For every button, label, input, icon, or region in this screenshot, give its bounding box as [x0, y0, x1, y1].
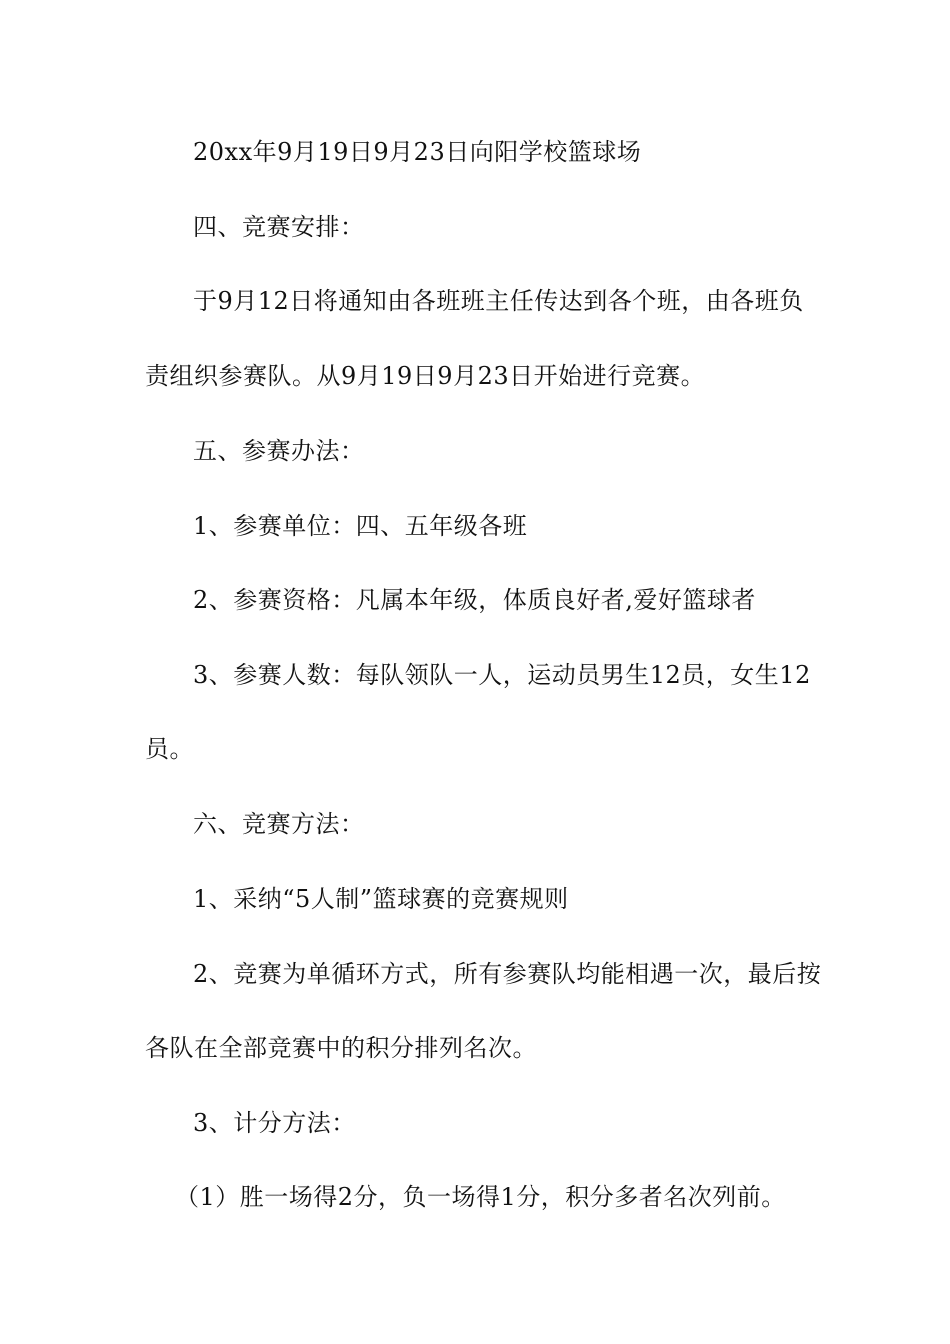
paragraph-notice-line-1: 于9月12日将通知由各班班主任传达到各个班，由各班负 [193, 287, 804, 315]
scoring-rule-item: （1）胜一场得2分，负一场得1分，积分多者名次列前。 [175, 1183, 786, 1211]
section-heading-competition-arrangement: 四、竞赛安排： [193, 213, 365, 241]
participation-number-item-line-2: 员。 [145, 735, 194, 763]
section-heading-participation-method: 五、参赛办法： [193, 437, 365, 465]
participation-number-item-line-1: 3、参赛人数：每队领队一人，运动员男生12员，女生12 [193, 661, 811, 689]
venue-date-line: 20xx年9月19日9月23日向阳学校篮球场 [193, 138, 642, 166]
participation-eligibility-item: 2、参赛资格：凡属本年级，体质良好者,爱好篮球者 [193, 586, 756, 614]
round-robin-item-line-2: 各队在全部竞赛中的积分排列名次。 [145, 1034, 537, 1062]
section-heading-competition-method: 六、竞赛方法： [193, 810, 365, 838]
scoring-method-heading: 3、计分方法： [193, 1109, 356, 1137]
competition-rule-item: 1、采纳“5人制”篮球赛的竞赛规则 [193, 885, 569, 913]
participation-unit-item: 1、参赛单位：四、五年级各班 [193, 512, 528, 540]
round-robin-item-line-1: 2、竞赛为单循环方式，所有参赛队均能相遇一次，最后按 [193, 960, 822, 988]
paragraph-notice-line-2: 责组织参赛队。从9月19日9月23日开始进行竞赛。 [145, 362, 706, 390]
